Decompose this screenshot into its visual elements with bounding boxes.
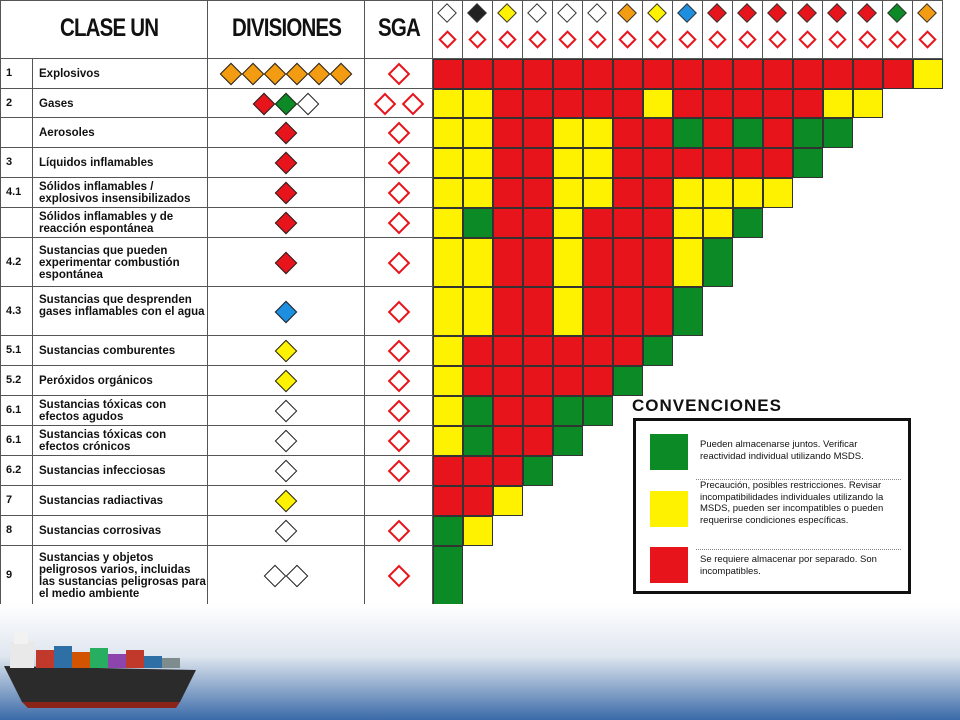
compatibility-cell bbox=[673, 178, 703, 208]
compatibility-cell bbox=[643, 178, 673, 208]
legend-title: CONVENCIONES bbox=[632, 396, 782, 415]
row-num-cell bbox=[0, 516, 33, 546]
compatibility-cell bbox=[613, 287, 643, 336]
compatibility-cell bbox=[583, 238, 613, 287]
compatibility-cell bbox=[433, 336, 463, 366]
compatibility-cell bbox=[553, 366, 583, 396]
bottom-banner bbox=[0, 604, 960, 720]
row-class-name: Sustancias y objetos peligrosos varios, incluidas las sustancias peligrosas para el medio ambiente bbox=[39, 551, 206, 600]
compatibility-cell bbox=[703, 238, 733, 287]
row-class-name: Sustancias que desprenden gases inflamables con el agua bbox=[39, 293, 205, 318]
legend-swatch-yellow bbox=[650, 491, 688, 527]
compatibility-cell bbox=[493, 396, 523, 426]
compatibility-cell bbox=[463, 336, 493, 366]
compatibility-cell bbox=[433, 208, 463, 238]
compatibility-cell bbox=[703, 148, 733, 178]
compatibility-cell bbox=[823, 118, 853, 148]
compatibility-cell bbox=[463, 396, 493, 426]
compatibility-cell bbox=[733, 178, 763, 208]
compatibility-cell bbox=[583, 366, 613, 396]
compatibility-cell bbox=[583, 89, 613, 118]
compatibility-cell bbox=[523, 456, 553, 486]
compatibility-cell bbox=[793, 118, 823, 148]
compatibility-cell bbox=[643, 287, 673, 336]
row-class-number: 2 bbox=[6, 96, 13, 109]
header-sga: SGA bbox=[378, 14, 420, 42]
header-clase-un: CLASE UN bbox=[60, 14, 159, 42]
row-class-name: Sustancias comburentes bbox=[39, 345, 176, 357]
compatibility-cell bbox=[553, 118, 583, 148]
compatibility-cell bbox=[763, 118, 793, 148]
compatibility-cell bbox=[763, 59, 793, 89]
row-class-name: Gases bbox=[39, 97, 74, 110]
row-class-number: 7 bbox=[6, 494, 13, 506]
compatibility-cell bbox=[613, 366, 643, 396]
compatibility-cell bbox=[583, 178, 613, 208]
legend-swatch-red bbox=[650, 547, 688, 583]
compatibility-cell bbox=[523, 118, 553, 148]
compatibility-cell bbox=[493, 426, 523, 456]
compatibility-cell bbox=[523, 89, 553, 118]
compatibility-cell bbox=[643, 208, 673, 238]
row-num-cell bbox=[0, 486, 33, 516]
compatibility-cell bbox=[463, 366, 493, 396]
compatibility-cell bbox=[463, 148, 493, 178]
compatibility-cell bbox=[433, 516, 463, 546]
compatibility-cell bbox=[493, 118, 523, 148]
compatibility-cell bbox=[793, 148, 823, 178]
compatibility-cell bbox=[673, 238, 703, 287]
legend-box bbox=[633, 418, 911, 594]
header-cell bbox=[0, 0, 208, 59]
row-class-name: Sólidos inflamables y de reacción espontánea bbox=[39, 211, 174, 235]
compatibility-cell bbox=[643, 59, 673, 89]
row-num-cell bbox=[0, 208, 33, 238]
compatibility-cell bbox=[793, 89, 823, 118]
compatibility-cell bbox=[583, 336, 613, 366]
compatibility-cell bbox=[613, 238, 643, 287]
compatibility-cell bbox=[523, 366, 553, 396]
row-sga-cell bbox=[365, 486, 433, 516]
compatibility-cell bbox=[613, 89, 643, 118]
compatibility-cell bbox=[553, 396, 583, 426]
row-num-cell bbox=[0, 89, 33, 118]
compatibility-cell bbox=[523, 59, 553, 89]
compatibility-cell bbox=[673, 118, 703, 148]
row-class-name: Líquidos inflamables bbox=[39, 157, 154, 169]
row-class-name: Sustancias tóxicas con efectos crónicos bbox=[39, 429, 167, 453]
compatibility-cell bbox=[493, 208, 523, 238]
compatibility-cell bbox=[493, 59, 523, 89]
compatibility-cell bbox=[553, 208, 583, 238]
compatibility-cell bbox=[553, 426, 583, 456]
row-class-number: 3 bbox=[6, 156, 13, 168]
row-class-number: 8 bbox=[6, 524, 13, 536]
compatibility-cell bbox=[643, 238, 673, 287]
container-ship-image bbox=[0, 606, 210, 716]
row-class-name: Sustancias infecciosas bbox=[39, 465, 166, 477]
compatibility-cell bbox=[433, 366, 463, 396]
compatibility-cell bbox=[463, 456, 493, 486]
compatibility-cell bbox=[553, 336, 583, 366]
compatibility-cell bbox=[703, 118, 733, 148]
row-class-number: 5.2 bbox=[6, 374, 22, 386]
compatibility-cell bbox=[703, 208, 733, 238]
compatibility-cell bbox=[493, 89, 523, 118]
row-class-name: Sólidos inflamables / explosivos insensibilizados bbox=[39, 181, 191, 205]
compatibility-cell bbox=[433, 546, 463, 605]
compatibility-cell bbox=[433, 178, 463, 208]
compatibility-cell bbox=[583, 287, 613, 336]
compatibility-cell bbox=[823, 89, 853, 118]
row-class-number: 1 bbox=[6, 67, 13, 79]
row-class-name: Explosivos bbox=[39, 68, 100, 80]
compatibility-cell bbox=[523, 208, 553, 238]
compatibility-cell bbox=[823, 59, 853, 89]
compatibility-cell bbox=[523, 426, 553, 456]
compatibility-cell bbox=[523, 287, 553, 336]
compatibility-cell bbox=[613, 208, 643, 238]
compatibility-cell bbox=[433, 148, 463, 178]
compatibility-cell bbox=[463, 118, 493, 148]
compatibility-cell bbox=[433, 118, 463, 148]
compatibility-cell bbox=[523, 336, 553, 366]
compatibility-cell bbox=[493, 336, 523, 366]
compatibility-cell bbox=[673, 59, 703, 89]
row-num-cell bbox=[0, 59, 33, 89]
compatibility-cell bbox=[433, 396, 463, 426]
compatibility-cell bbox=[613, 118, 643, 148]
compatibility-cell bbox=[793, 59, 823, 89]
compatibility-cell bbox=[523, 148, 553, 178]
compatibility-cell bbox=[523, 178, 553, 208]
legend-text-green: Pueden almacenarse juntos. Verificar reactividad individual utilizando MSDS. bbox=[700, 439, 864, 462]
compatibility-cell bbox=[493, 287, 523, 336]
row-class-number: 5.1 bbox=[6, 344, 22, 356]
compatibility-cell bbox=[433, 238, 463, 287]
compatibility-cell bbox=[613, 59, 643, 89]
compatibility-cell bbox=[463, 287, 493, 336]
row-class-number: 4.1 bbox=[6, 186, 22, 198]
header-cell bbox=[208, 0, 365, 59]
row-class-number: 9 bbox=[6, 568, 13, 581]
compatibility-cell bbox=[733, 208, 763, 238]
compatibility-cell bbox=[463, 178, 493, 208]
compatibility-cell bbox=[433, 287, 463, 336]
compatibility-cell bbox=[463, 426, 493, 456]
row-num-cell bbox=[0, 148, 33, 178]
row-class-name: Peróxidos orgánicos bbox=[39, 375, 153, 387]
compatibility-cell bbox=[613, 336, 643, 366]
header-cell bbox=[365, 0, 433, 59]
compatibility-cell bbox=[433, 486, 463, 516]
compatibility-cell bbox=[583, 118, 613, 148]
row-class-number: 6.1 bbox=[6, 434, 22, 446]
compatibility-cell bbox=[673, 287, 703, 336]
compatibility-cell bbox=[463, 89, 493, 118]
row-num-cell bbox=[0, 546, 33, 605]
compatibility-cell bbox=[553, 287, 583, 336]
compatibility-cell bbox=[583, 59, 613, 89]
compatibility-cell bbox=[763, 89, 793, 118]
row-class-name: Sustancias corrosivas bbox=[39, 525, 162, 537]
compatibility-cell bbox=[553, 59, 583, 89]
compatibility-cell bbox=[673, 89, 703, 118]
compatibility-cell bbox=[433, 89, 463, 118]
compatibility-cell bbox=[583, 208, 613, 238]
compatibility-cell bbox=[463, 208, 493, 238]
compatibility-cell bbox=[673, 148, 703, 178]
compatibility-cell bbox=[463, 516, 493, 546]
compatibility-cell bbox=[583, 148, 613, 178]
compatibility-cell bbox=[493, 238, 523, 287]
compatibility-cell bbox=[703, 89, 733, 118]
compatibility-cell bbox=[763, 148, 793, 178]
row-class-number: 6.1 bbox=[6, 404, 22, 416]
compatibility-cell bbox=[523, 396, 553, 426]
compatibility-cell bbox=[643, 89, 673, 118]
compatibility-cell bbox=[853, 59, 883, 89]
legend-text-red: Se requiere almacenar por separado. Son incompatibles. bbox=[700, 554, 877, 577]
compatibility-cell bbox=[553, 148, 583, 178]
compatibility-cell bbox=[553, 238, 583, 287]
row-class-name: Aerosoles bbox=[39, 127, 95, 139]
compatibility-cell bbox=[463, 486, 493, 516]
compatibility-cell bbox=[643, 118, 673, 148]
legend-swatch-green bbox=[650, 434, 688, 470]
compatibility-cell bbox=[733, 148, 763, 178]
compatibility-cell bbox=[643, 336, 673, 366]
row-class-number: 6.2 bbox=[6, 464, 22, 476]
header-divisiones: DIVISIONES bbox=[232, 14, 342, 42]
compatibility-cell bbox=[523, 238, 553, 287]
compatibility-cell bbox=[433, 426, 463, 456]
compatibility-cell bbox=[643, 148, 673, 178]
compatibility-cell bbox=[493, 456, 523, 486]
compatibility-cell bbox=[463, 238, 493, 287]
compatibility-cell bbox=[673, 208, 703, 238]
compatibility-cell bbox=[493, 148, 523, 178]
compatibility-cell bbox=[433, 456, 463, 486]
compatibility-cell bbox=[493, 366, 523, 396]
legend-text-yellow: Precaución, posibles restricciones. Revisar incompatibilidades individuales utilizando la MSDS, pueden ser incompatibles o pueden requerirse condiciones específicas. bbox=[700, 480, 884, 526]
row-class-name: Sustancias radiactivas bbox=[39, 495, 164, 507]
compatibility-cell bbox=[733, 118, 763, 148]
row-num-cell bbox=[0, 118, 33, 148]
compatibility-cell bbox=[493, 178, 523, 208]
compatibility-cell bbox=[613, 178, 643, 208]
compatibility-cell bbox=[853, 89, 883, 118]
compatibility-cell bbox=[613, 148, 643, 178]
row-class-number: 4.3 bbox=[6, 304, 22, 317]
compatibility-cell bbox=[493, 486, 523, 516]
compatibility-cell bbox=[883, 59, 913, 89]
compatibility-cell bbox=[553, 178, 583, 208]
row-class-number: 4.2 bbox=[6, 255, 22, 268]
compatibility-cell bbox=[733, 59, 763, 89]
compatibility-cell bbox=[433, 59, 463, 89]
compatibility-cell bbox=[703, 59, 733, 89]
compatibility-cell bbox=[463, 59, 493, 89]
compatibility-cell bbox=[583, 396, 613, 426]
compatibility-cell bbox=[733, 89, 763, 118]
compatibility-cell bbox=[913, 59, 943, 89]
row-class-name: Sustancias que pueden experimentar combustión espontánea bbox=[39, 244, 180, 281]
compatibility-cell bbox=[703, 178, 733, 208]
compatibility-cell bbox=[763, 178, 793, 208]
row-class-name: Sustancias tóxicas con efectos agudos bbox=[39, 399, 167, 423]
compatibility-cell bbox=[553, 89, 583, 118]
